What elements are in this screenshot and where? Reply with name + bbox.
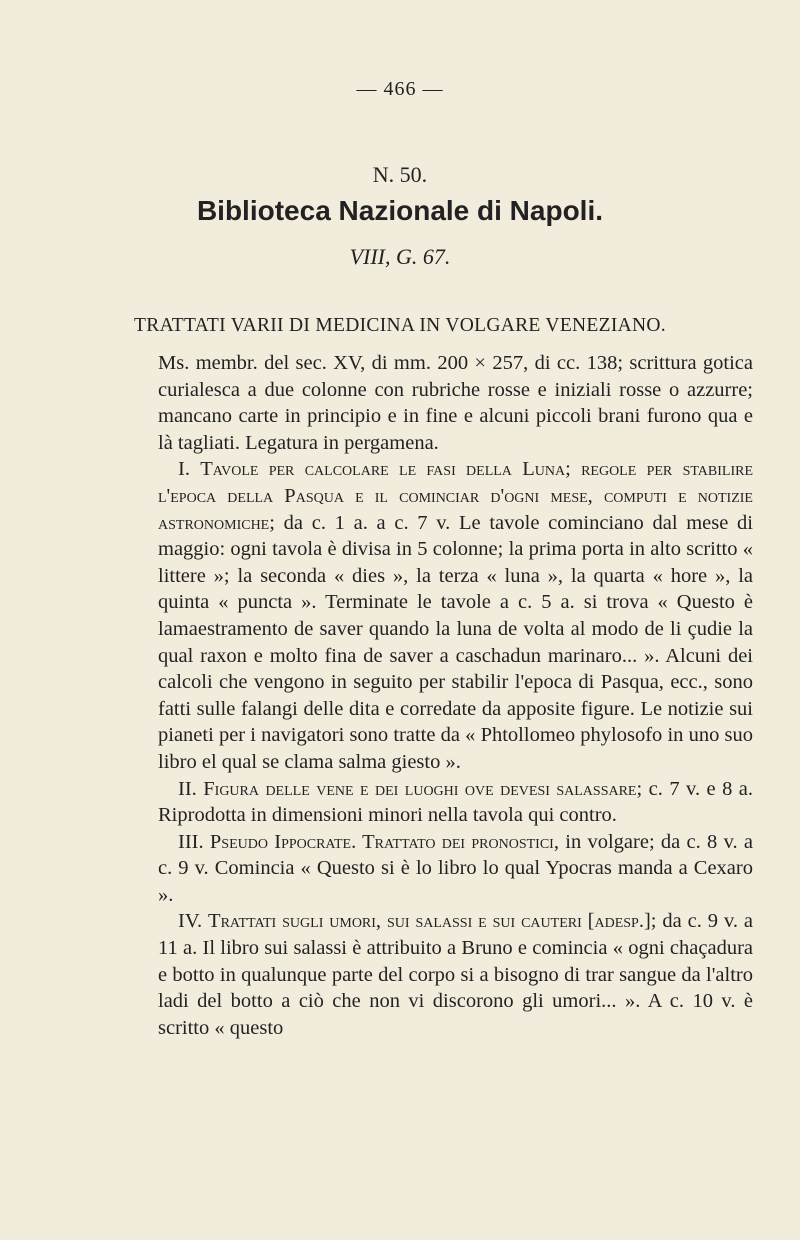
item-4 — [158, 908, 753, 1041]
item-2 — [158, 776, 753, 829]
page-number: — 466 — — [356, 78, 444, 100]
item-text: in volgare; da c. 8 v. a c. 9 v. Comincia « Questo si è lo libro lo qual Ypocras manda a Cexaro ». — [158, 830, 754, 906]
item-number: I. — [178, 458, 190, 481]
item-number: IV. — [178, 910, 203, 933]
item-text: da c. 9 v. a 11 a. Il libro sui salassi è attribuito a Bruno e comincia « ogni chaçadura e botto in qualunque parte del corpo si a bisogno di trar sangue da l'altro ladi del botto a ciò che non vi discorono gli umori... ». A c. 10 v. è scritto « questo — [158, 910, 754, 1039]
item-title: Pseudo Ippocrate. Trattato dei pronostici, — [209, 830, 559, 853]
item-number: II. — [178, 777, 197, 800]
item-title: Trattati sugli umori, sui salassi e sui cauteri [adesp.]; — [208, 910, 657, 933]
body-text — [158, 350, 753, 1041]
work-title: TRATTATI VARII DI MEDICINA IN VOLGARE VENEZIANO. — [134, 315, 666, 336]
item-text: c. 7 v. e 8 a. Riprodotta in dimensioni minori nella tavola qui contro. — [158, 777, 754, 827]
library-title: Biblioteca Nazionale di Napoli. — [196, 195, 604, 226]
item-title: Tavole per calcolare le fasi della Luna; regole per stabilire l'epoca della Pasqua e il cominciar d'ogni mese, computi e notizie astronomiche; — [158, 458, 754, 534]
item-3 — [158, 829, 753, 909]
item-number: III. — [178, 830, 204, 853]
item-text: da c. 1 a. a c. 7 v. Le tavole cominciano dal mese di maggio: ogni tavola è divisa in 5 colonne; la prima porta in alto scritto « littere »; la seconda « dies », la terza « luna », la quarta « hore », la quinta « puncta ». Terminate le tavole a c. 5 a. si trova « Questo è lamaestramento de saver quando la luna de volta al modo de li çudie la qual raxon e molto fina de saver a caschadun marinaro... ». Alcuni dei calcoli che vengono in seguito per stabilir l'epoca di Pasqua, ecc., sono fatti sulle falangi delle dita e corredate da apposite figure. Le notizie sui pianeti per i navigatori sono tratte da « Phtollomeo phylosofo in uno suo libro el qual se clama salma giesto ». — [158, 511, 754, 773]
shelfmark: VIII, G. 67. — [349, 244, 451, 269]
item-1 — [158, 456, 753, 775]
manuscript-description: Ms. membr. del sec. XV, di mm. 200 × 257, di cc. 138; scrittura gotica curialesca a due colonne con rubriche rosse e iniziali rosse o azzurre; mancano carte in principio e in fine e alcuni piccoli brani furono qua e là tagliati. Legatura in pergamena. — [158, 352, 753, 454]
item-title: Figura delle vene e dei luoghi ove devesi salassare; — [203, 777, 643, 800]
entry-number: N. 50. — [372, 162, 428, 187]
